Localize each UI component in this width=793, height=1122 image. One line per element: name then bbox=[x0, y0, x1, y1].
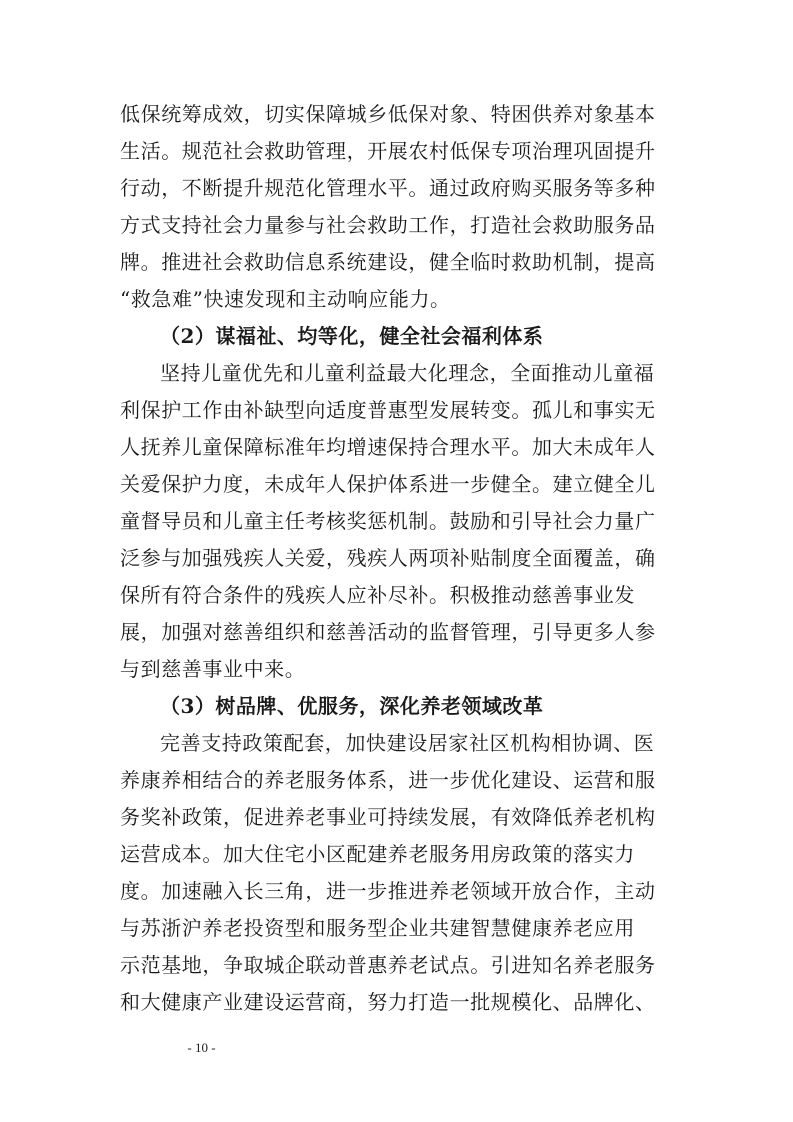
paragraph-line: 坚持儿童优先和儿童利益最大化理念，全面推动儿童福 bbox=[160, 361, 655, 385]
paragraph-line: 完善支持政策配套，加快建设居家社区机构相协调、医 bbox=[160, 731, 655, 755]
paragraph-line: 牌。推进社会救助信息系统建设，健全临时救助机制，提高 bbox=[120, 250, 656, 274]
page-number: - 10 - bbox=[187, 1040, 216, 1055]
paragraph-line: 运营成本。加大住宅小区配建养老服务用房政策的落实力 bbox=[120, 842, 635, 866]
paragraph-line: 与苏浙沪养老投资型和服务型企业共建智慧健康养老应用 bbox=[120, 916, 635, 940]
paragraph-line: 保所有符合条件的残疾人应补尽补。积极推动慈善事业发 bbox=[120, 583, 635, 607]
paragraph-line: 关爱保护力度，未成年人保护体系进一步健全。建立健全儿 bbox=[120, 472, 656, 496]
paragraph-line: 方式支持社会力量参与社会救助工作，打造社会救助服务品 bbox=[120, 213, 656, 237]
paragraph-line: 生活。规范社会救助管理，开展农村低保专项治理巩固提升 bbox=[120, 139, 656, 163]
paragraph-line: 行动，不断提升规范化管理水平。通过政府购买服务等多种 bbox=[120, 176, 656, 200]
paragraph-line: 利保护工作由补缺型向适度普惠型发展转变。孤儿和事实无 bbox=[120, 398, 656, 422]
paragraph-line: 度。加速融入长三角，进一步推进养老领域开放合作，主动 bbox=[120, 879, 656, 903]
paragraph-line: 低保统筹成效，切实保障城乡低保对象、特困供养对象基本 bbox=[120, 102, 656, 126]
paragraph-line: 展，加强对慈善组织和慈善活动的监督管理，引导更多人参 bbox=[120, 620, 656, 644]
paragraph-line: 养康养相结合的养老服务体系，进一步优化建设、运营和服 bbox=[120, 768, 656, 792]
section-heading-elderly-care: （3）树品牌、优服务，深化养老领域改革 bbox=[160, 694, 544, 718]
paragraph-line: 和大健康产业建设运营商，努力打造一批规模化、品牌化、 bbox=[120, 990, 656, 1014]
paragraph-line: 示范基地，争取城企联动普惠养老试点。引进知名养老服务 bbox=[120, 953, 656, 977]
section-heading-social-welfare: （2）谋福祉、均等化，健全社会福利体系 bbox=[160, 324, 544, 348]
paragraph-line: “救急难”快速发现和主动响应能力。 bbox=[120, 287, 451, 311]
paragraph-line: 务奖补政策，促进养老事业可持续发展，有效降低养老机构 bbox=[120, 805, 656, 829]
paragraph-line: 与到慈善事业中来。 bbox=[120, 657, 306, 681]
paragraph-line: 泛参与加强残疾人关爱，残疾人两项补贴制度全面覆盖，确 bbox=[120, 546, 656, 570]
paragraph-line: 人抚养儿童保障标准年均增速保持合理水平。加大未成年人 bbox=[120, 435, 656, 459]
paragraph-line: 童督导员和儿童主任考核奖惩机制。鼓励和引导社会力量广 bbox=[120, 509, 656, 533]
document-body bbox=[120, 96, 680, 1021]
